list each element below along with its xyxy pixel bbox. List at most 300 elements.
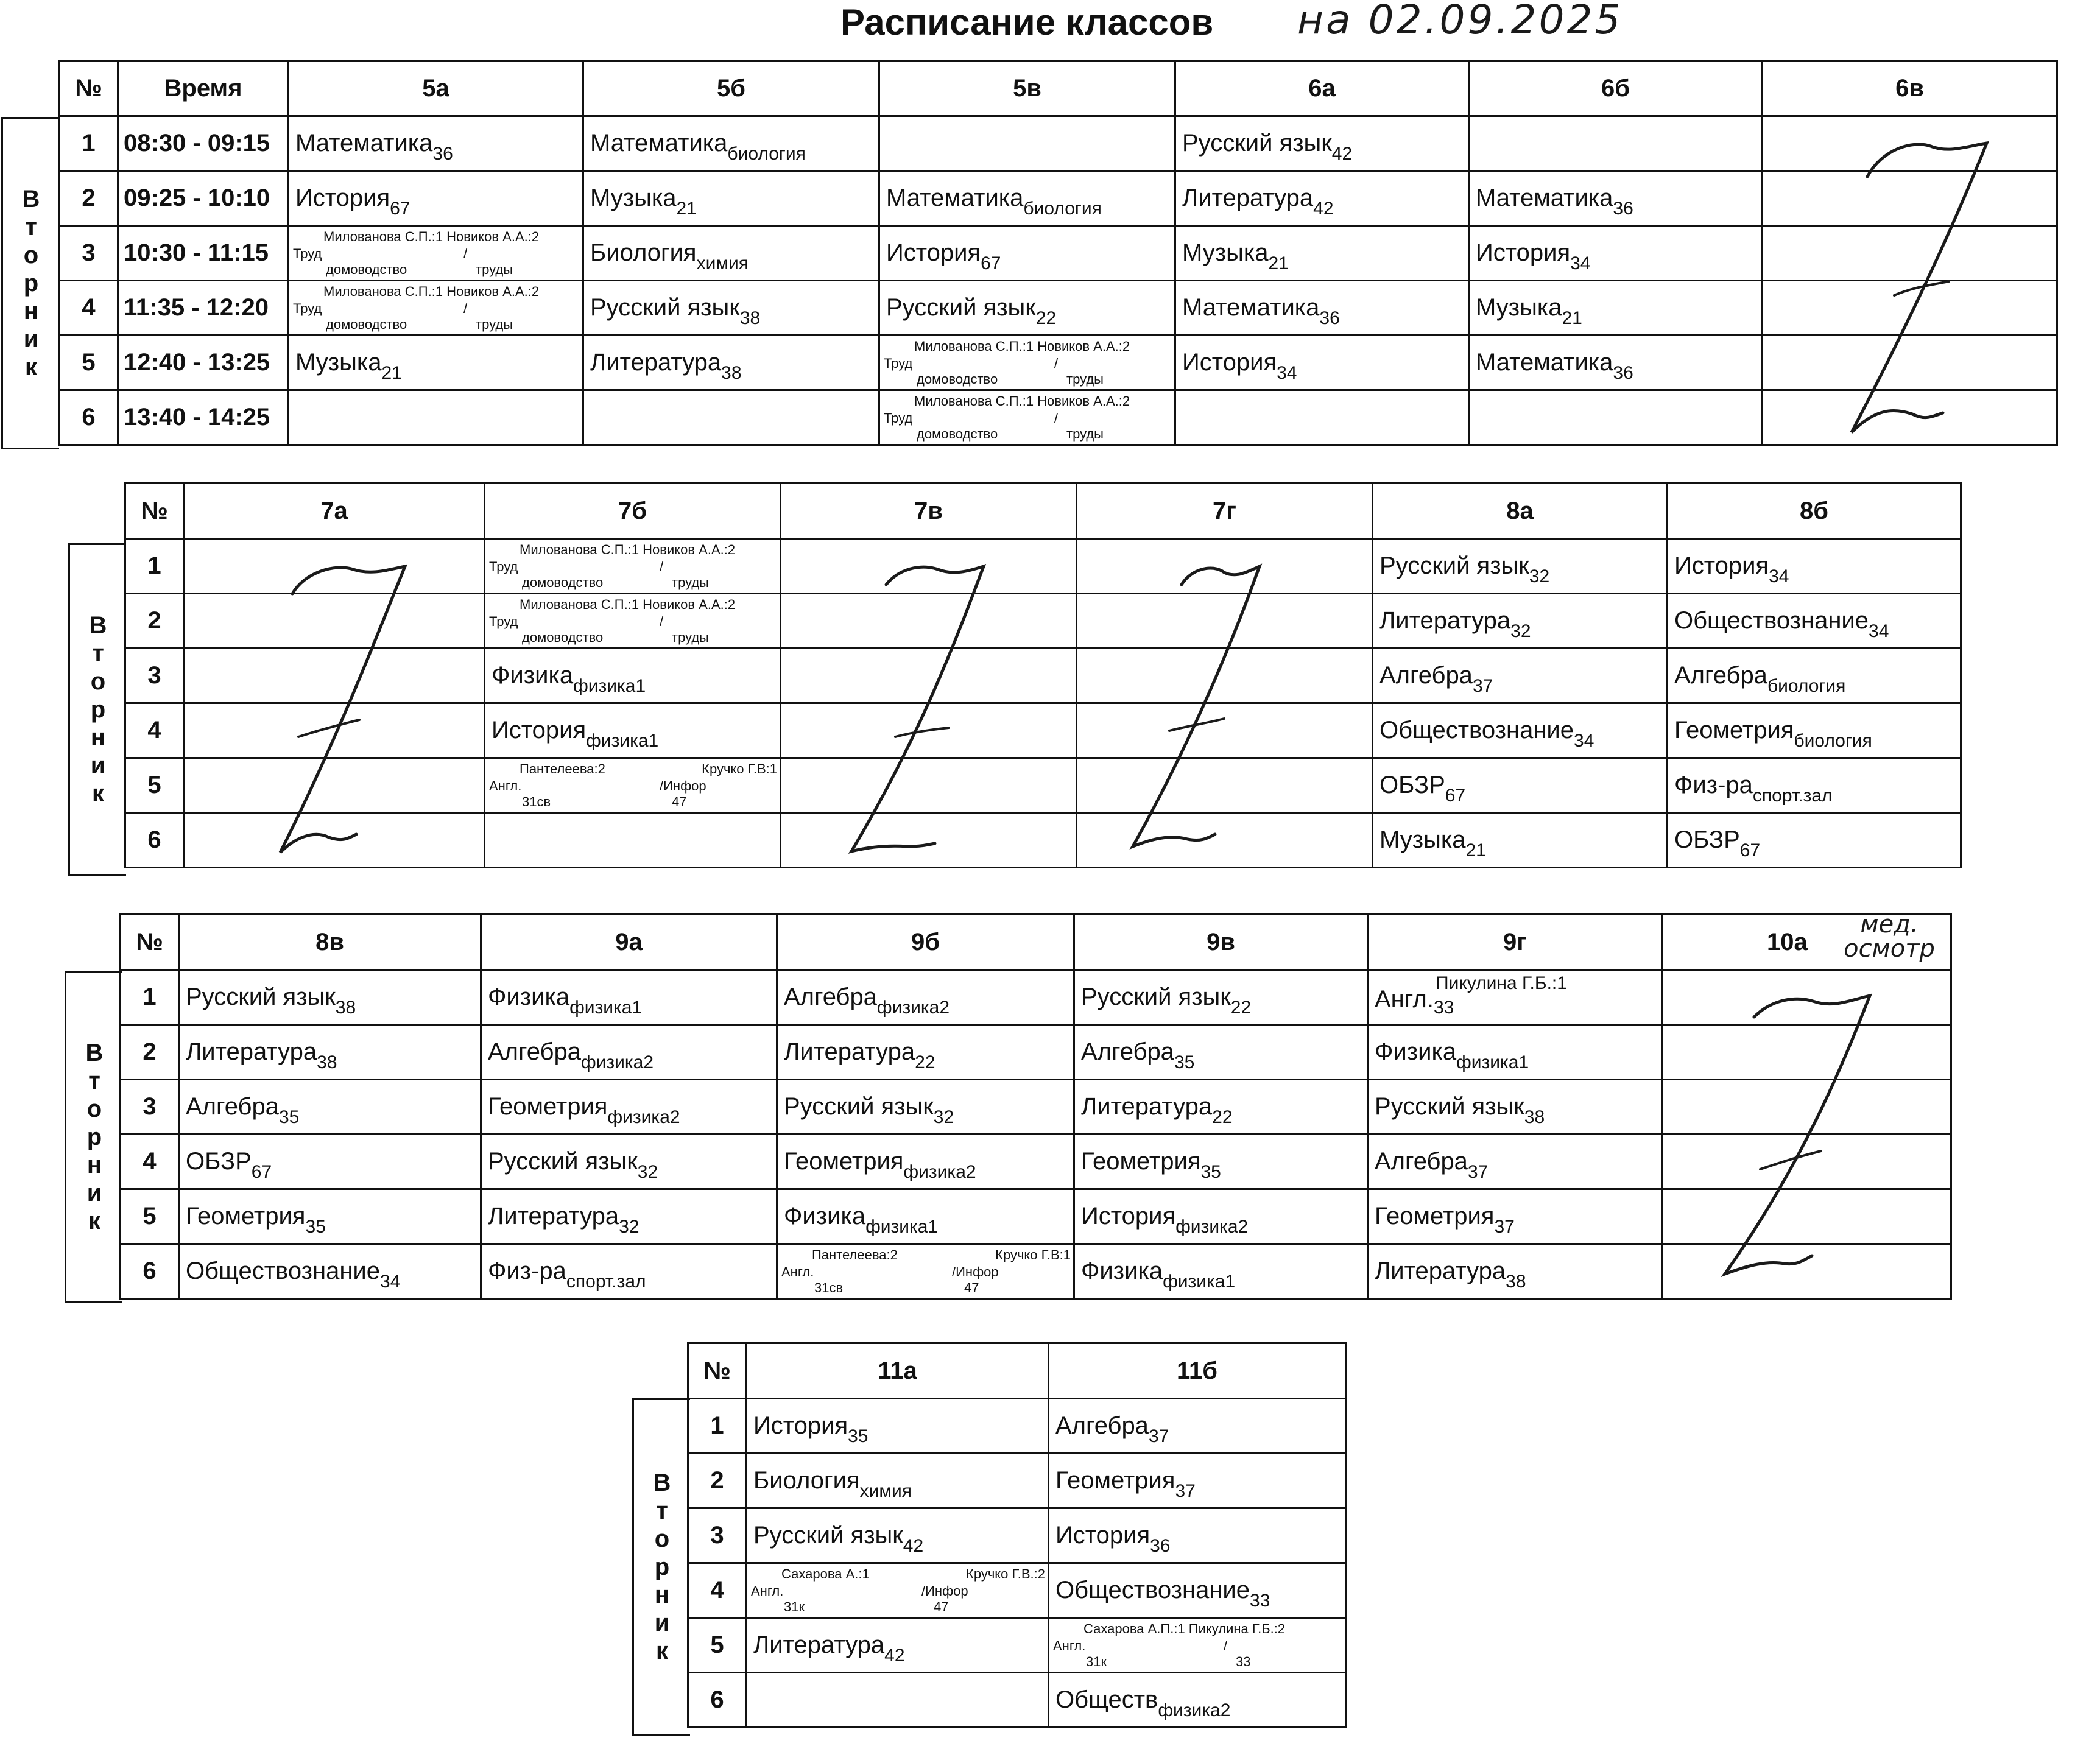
table-row [688, 1399, 1346, 1454]
header-num: № [60, 61, 118, 116]
handwritten-date: на 02.09.2025 [1297, 0, 1623, 43]
room: 34 [1574, 731, 1594, 751]
lesson-cell [1469, 281, 1763, 336]
lesson-cell [1368, 1080, 1663, 1135]
subject: Музыка [295, 349, 382, 376]
room: 37 [1472, 676, 1493, 696]
lesson-cell [1074, 1080, 1368, 1135]
room: физика2 [1158, 1700, 1231, 1720]
day-label-1: В т о р н и к [1, 117, 59, 449]
lesson-cell [1074, 1189, 1368, 1244]
room: 35 [305, 1217, 326, 1237]
lesson-cell [179, 1080, 481, 1135]
subject: Геометрия [784, 1148, 904, 1175]
header-class: 9г [1368, 915, 1663, 970]
header-class: 10а [1663, 915, 1951, 970]
subject: Математика [886, 185, 1024, 211]
room: 32 [1510, 621, 1531, 641]
subject: Геометрия [1375, 1203, 1495, 1230]
lesson-cell-crossed [1077, 758, 1373, 813]
lesson-number: 5 [688, 1618, 747, 1673]
lesson-cell-crossed [1663, 1135, 1951, 1189]
subject: Геометрия [488, 1093, 608, 1120]
header-class: 7а [184, 484, 485, 539]
lesson-cell-crossed [781, 703, 1077, 758]
subject: Геометрия [1674, 717, 1794, 744]
split-lesson-cell: Милованова С.П.:1 Новиков А.А.:2 Труд домоводство / труды [289, 281, 583, 336]
room: 21 [1268, 253, 1289, 273]
subject: Музыка [590, 185, 677, 211]
header-class: 6в [1763, 61, 2057, 116]
lesson-cell [747, 1618, 1049, 1673]
lesson-cell [1368, 1025, 1663, 1080]
table-row [121, 1135, 1951, 1189]
room: физика2 [1175, 1217, 1249, 1237]
subject: Алгебра [488, 1038, 581, 1065]
subject: Литература [488, 1203, 619, 1230]
room: 22 [1212, 1107, 1233, 1127]
lesson-number: 6 [125, 813, 184, 868]
lesson-cell-crossed [1077, 539, 1373, 594]
subject: История [295, 185, 390, 211]
subject: Алгебра [1379, 662, 1473, 689]
room: 42 [884, 1645, 905, 1666]
table-row [688, 1508, 1346, 1563]
header-num: № [125, 484, 184, 539]
lesson-cell-crossed [184, 594, 485, 649]
subject: История [753, 1412, 848, 1439]
room: физика1 [865, 1217, 939, 1237]
subject: Музыка [1476, 294, 1562, 321]
lesson-cell [289, 116, 583, 171]
split-lesson-cell: Сахарова А.:1 Кручко Г.В.:2 Англ. 31к /Инфор 47 [747, 1563, 1049, 1618]
page-title: Расписание классов [840, 2, 1214, 43]
lesson-cell [1668, 539, 1961, 594]
lesson-cell [747, 1454, 1049, 1508]
subject: ОБЗР [1379, 772, 1445, 798]
split-lesson-cell: Сахарова А.П.:1 Пикулина Г.Б.:2 Англ. 31к / 33 [1049, 1618, 1346, 1673]
lesson-cell-crossed [1663, 970, 1951, 1025]
lesson-cell [1175, 390, 1469, 445]
subject: Русский язык [753, 1522, 903, 1549]
table-row [121, 970, 1951, 1025]
split-lesson-cell: Милованова С.П.:1 Новиков А.А.:2 Труд домоводство / труды [485, 539, 781, 594]
room: 22 [915, 1052, 935, 1072]
lesson-cell-crossed [184, 758, 485, 813]
subject: Алгебра [186, 1093, 279, 1120]
lesson-cell [1175, 171, 1469, 226]
lesson-cell-crossed [1763, 281, 2057, 336]
subject: Геометрия [1055, 1467, 1175, 1494]
subject: Литература [1375, 1258, 1506, 1284]
lesson-number: 5 [60, 336, 118, 390]
room: биология [1023, 199, 1102, 219]
lesson-cell [1373, 703, 1668, 758]
header-class: 5б [583, 61, 879, 116]
room: физика2 [607, 1107, 680, 1127]
subject: Русский язык [886, 294, 1036, 321]
subject: Физика [1375, 1038, 1457, 1065]
room: 21 [1465, 840, 1486, 860]
header-row [125, 484, 1961, 539]
room: спорт.зал [566, 1272, 646, 1292]
lesson-cell [481, 1189, 777, 1244]
split-lesson-cell: Милованова С.П.:1 Новиков А.А.:2 Труд домоводство / труды [879, 390, 1175, 445]
subject: История [886, 239, 981, 266]
table-row [688, 1454, 1346, 1508]
header-class: 7в [781, 484, 1077, 539]
lesson-number: 2 [121, 1025, 179, 1080]
room: 35 [1174, 1052, 1195, 1072]
subject: Обществ [1055, 1686, 1158, 1713]
subject: Алгебра [784, 984, 877, 1010]
lesson-cell [1469, 116, 1763, 171]
lesson-cell [481, 1080, 777, 1135]
subject: Литература [186, 1038, 317, 1065]
room: 34 [1570, 253, 1591, 273]
room: 42 [1331, 144, 1353, 164]
header-row [121, 915, 1951, 970]
subject: История [1476, 239, 1571, 266]
lesson-cell [1368, 1244, 1663, 1299]
table-row [121, 1080, 1951, 1135]
room: 67 [981, 253, 1001, 273]
lesson-number: 2 [60, 171, 118, 226]
lesson-cell [481, 1244, 777, 1299]
table-row [125, 649, 1961, 703]
lesson-cell [481, 970, 777, 1025]
subject: Русский язык [1375, 1093, 1524, 1120]
lesson-cell [481, 1135, 777, 1189]
day-label-3: В т о р н и к [65, 971, 122, 1303]
lesson-number: 6 [121, 1244, 179, 1299]
room: 32 [933, 1107, 954, 1127]
subject: Математика [295, 130, 433, 157]
subject: Алгебра [1081, 1038, 1174, 1065]
lesson-number: 4 [688, 1563, 747, 1618]
lesson-cell [1049, 1454, 1346, 1508]
room: химия [859, 1481, 912, 1501]
subject: Литература [1379, 607, 1511, 634]
header-class: 8в [179, 915, 481, 970]
lesson-cell [289, 390, 583, 445]
day-label-2: В т о р н и к [68, 543, 126, 876]
table-row [121, 1189, 1951, 1244]
subject: Биология [753, 1467, 860, 1494]
room: физика2 [903, 1162, 976, 1182]
lesson-cell [1368, 1135, 1663, 1189]
room: 67 [1445, 786, 1466, 806]
room: 35 [1200, 1162, 1221, 1182]
lesson-number: 4 [60, 281, 118, 336]
lesson-cell [1469, 336, 1763, 390]
table-row [60, 116, 2057, 171]
lesson-cell [777, 1135, 1074, 1189]
lesson-cell [879, 171, 1175, 226]
room: физика2 [876, 998, 950, 1018]
subject: Математика [590, 130, 728, 157]
room: 38 [335, 998, 356, 1018]
lesson-cell-crossed [781, 649, 1077, 703]
schedule-table-2 [124, 482, 1962, 868]
lesson-number: 2 [688, 1454, 747, 1508]
subject: Литература [1182, 185, 1314, 211]
lesson-number: 4 [125, 703, 184, 758]
lesson-number: 4 [121, 1135, 179, 1189]
header-class: 8а [1373, 484, 1668, 539]
subject: Литература [784, 1038, 915, 1065]
lesson-number: 3 [121, 1080, 179, 1135]
lesson-cell [289, 171, 583, 226]
table-row [121, 1244, 1951, 1299]
header-class: 7б [485, 484, 781, 539]
room: 38 [1506, 1272, 1526, 1292]
header-class: 9б [777, 915, 1074, 970]
lesson-cell-crossed [1663, 1244, 1951, 1299]
header-row [688, 1343, 1346, 1399]
subject: Физика [1081, 1258, 1163, 1284]
room: 34 [1869, 621, 1889, 641]
header-class: 8б [1668, 484, 1961, 539]
lesson-number: 5 [121, 1189, 179, 1244]
lesson-cell-crossed [1763, 116, 2057, 171]
lesson-cell [1373, 594, 1668, 649]
room: 38 [721, 363, 742, 383]
lesson-cell [583, 390, 879, 445]
room: 38 [739, 308, 761, 328]
lesson-cell-crossed [1763, 336, 2057, 390]
subject: ОБЗР [186, 1148, 252, 1175]
room: 22 [1230, 998, 1252, 1018]
room: 32 [619, 1217, 640, 1237]
lesson-cell [1373, 813, 1668, 868]
room: физика1 [1456, 1052, 1529, 1072]
room: 36 [432, 144, 453, 164]
lesson-cell [1074, 1244, 1368, 1299]
lesson-cell-crossed [1663, 1080, 1951, 1135]
split-lesson-cell: Милованова С.П.:1 Новиков А.А.:2 Труд домоводство / труды [485, 594, 781, 649]
table-row [125, 703, 1961, 758]
lesson-cell [481, 1025, 777, 1080]
lesson-cell [1668, 649, 1961, 703]
subject: История [1055, 1522, 1150, 1549]
lesson-cell [179, 1244, 481, 1299]
room: 36 [1319, 308, 1340, 328]
lesson-number: 2 [125, 594, 184, 649]
room: 38 [317, 1052, 337, 1072]
lesson-cell [777, 1189, 1074, 1244]
room: 22 [1035, 308, 1057, 328]
subject: Биология [590, 239, 697, 266]
lesson-cell [1049, 1563, 1346, 1618]
room: 42 [1313, 199, 1334, 219]
room: 35 [278, 1107, 300, 1127]
lesson-cell [879, 226, 1175, 281]
lesson-time: 10:30 - 11:15 [118, 226, 289, 281]
lesson-cell [1469, 390, 1763, 445]
room: 33 [1250, 1591, 1270, 1611]
subject: Математика [1476, 185, 1613, 211]
table-row [121, 1025, 1951, 1080]
room: 38 [1524, 1107, 1545, 1127]
lesson-cell-crossed [184, 703, 485, 758]
lesson-cell [879, 116, 1175, 171]
split-lesson-cell: Милованова С.П.:1 Новиков А.А.:2 Труд домоводство / труды [289, 226, 583, 281]
lesson-cell-crossed [1077, 703, 1373, 758]
subject: Русский язык [1182, 130, 1332, 157]
lesson-cell [1049, 1508, 1346, 1563]
room: 36 [1613, 199, 1633, 219]
split-lesson-cell: Пантелеева:2 Кручко Г.В:1 Англ. 31св /Инфор 47 [485, 758, 781, 813]
room: физика1 [569, 998, 643, 1018]
subject: Русский язык [590, 294, 740, 321]
room: 33 [1433, 998, 1454, 1018]
header-class: 7г [1077, 484, 1373, 539]
lesson-number: 3 [60, 226, 118, 281]
table-row [60, 171, 2057, 226]
header-row [60, 61, 2057, 116]
schedule-table-3 [119, 910, 1952, 1300]
room: биология [727, 144, 806, 164]
lesson-cell [1049, 1399, 1346, 1454]
subject: Музыка [1182, 239, 1269, 266]
subject: Физика [492, 662, 574, 689]
lesson-time: 09:25 - 10:10 [118, 171, 289, 226]
room: 37 [1494, 1217, 1515, 1237]
subject: История [1674, 552, 1769, 579]
day-label-4: В т о р н и к [632, 1398, 690, 1736]
header-num: № [121, 915, 179, 970]
subject: Литература [753, 1631, 885, 1658]
lesson-cell [1668, 703, 1961, 758]
lesson-cell [1668, 758, 1961, 813]
room: 37 [1175, 1481, 1196, 1501]
teacher: Пикулина Г.Б.:1 [1436, 973, 1567, 993]
room: химия [696, 253, 749, 273]
table-row [688, 1618, 1346, 1673]
lesson-cell-crossed [1763, 171, 2057, 226]
subject: Русский язык [784, 1093, 934, 1120]
table-row [125, 594, 1961, 649]
lesson-cell [1469, 171, 1763, 226]
lesson-cell [1175, 336, 1469, 390]
table-row [125, 539, 1961, 594]
lesson-cell [1074, 1025, 1368, 1080]
lesson-cell [747, 1508, 1049, 1563]
room: 36 [1613, 363, 1633, 383]
lesson-time: 08:30 - 09:15 [118, 116, 289, 171]
room: спорт.зал [1752, 786, 1833, 806]
header-class: 5в [879, 61, 1175, 116]
lesson-cell-crossed [781, 758, 1077, 813]
lesson-cell-crossed [184, 539, 485, 594]
lesson-cell-crossed [184, 649, 485, 703]
lesson-time: 11:35 - 12:20 [118, 281, 289, 336]
lesson-cell-crossed [781, 539, 1077, 594]
lesson-cell [289, 336, 583, 390]
room: физика1 [586, 731, 659, 751]
subject: Англ. [1375, 986, 1434, 1013]
subject: История [1081, 1203, 1176, 1230]
lesson-cell [1049, 1673, 1346, 1728]
room: 34 [380, 1272, 401, 1292]
lesson-number: 1 [688, 1399, 747, 1454]
subject: Алгебра [1055, 1412, 1149, 1439]
lesson-cell [1175, 116, 1469, 171]
subject: Геометрия [1081, 1148, 1201, 1175]
table-row [60, 226, 2057, 281]
lesson-cell [747, 1399, 1049, 1454]
table-row [60, 336, 2057, 390]
header-class: 5а [289, 61, 583, 116]
lesson-cell [583, 226, 879, 281]
lesson-cell [1074, 970, 1368, 1025]
lesson-cell-crossed [184, 813, 485, 868]
subject: Физ-ра [1674, 772, 1753, 798]
subject: Русский язык [1379, 552, 1529, 579]
header-class: 11б [1049, 1343, 1346, 1399]
subject: Музыка [1379, 826, 1466, 853]
lesson-cell [179, 1135, 481, 1189]
subject: Литература [1081, 1093, 1213, 1120]
subject: История [1182, 349, 1277, 376]
subject: Физ-ра [488, 1258, 566, 1284]
room: 67 [251, 1162, 272, 1182]
table-row [125, 813, 1961, 868]
lesson-cell [1373, 539, 1668, 594]
table-row [125, 758, 1961, 813]
subject: Русский язык [1081, 984, 1231, 1010]
lesson-cell-crossed [1663, 1025, 1951, 1080]
lesson-cell [777, 1025, 1074, 1080]
lesson-cell [583, 336, 879, 390]
lesson-number: 6 [688, 1673, 747, 1728]
lesson-cell [1368, 1189, 1663, 1244]
room: 32 [1529, 566, 1550, 586]
subject: Обществознание [186, 1258, 381, 1284]
room: 21 [676, 199, 697, 219]
lesson-number: 6 [60, 390, 118, 445]
lesson-number: 1 [121, 970, 179, 1025]
room: 37 [1148, 1426, 1169, 1446]
schedule-table-1 [58, 60, 2058, 446]
lesson-cell [485, 703, 781, 758]
lesson-number: 3 [688, 1508, 747, 1563]
split-lesson-cell: Милованова С.П.:1 Новиков А.А.:2 Труд домоводство / труды [879, 336, 1175, 390]
room: 34 [1769, 566, 1789, 586]
lesson-cell-crossed [1763, 226, 2057, 281]
room: 37 [1467, 1162, 1489, 1182]
header-time: Время [118, 61, 289, 116]
subject: Обществознание [1055, 1577, 1250, 1603]
lesson-cell [1368, 970, 1663, 1025]
lesson-cell [777, 1080, 1074, 1135]
room: физика2 [580, 1052, 654, 1072]
room: физика1 [573, 676, 646, 696]
room: 42 [903, 1536, 924, 1556]
lesson-cell [1373, 649, 1668, 703]
lesson-cell [179, 1189, 481, 1244]
lesson-cell [583, 281, 879, 336]
lesson-cell [485, 649, 781, 703]
table-row [688, 1563, 1346, 1618]
subject: История [492, 717, 587, 744]
subject: Русский язык [186, 984, 336, 1010]
room: 35 [848, 1426, 869, 1446]
lesson-time: 12:40 - 13:25 [118, 336, 289, 390]
lesson-cell [1175, 281, 1469, 336]
lesson-cell [747, 1673, 1049, 1728]
